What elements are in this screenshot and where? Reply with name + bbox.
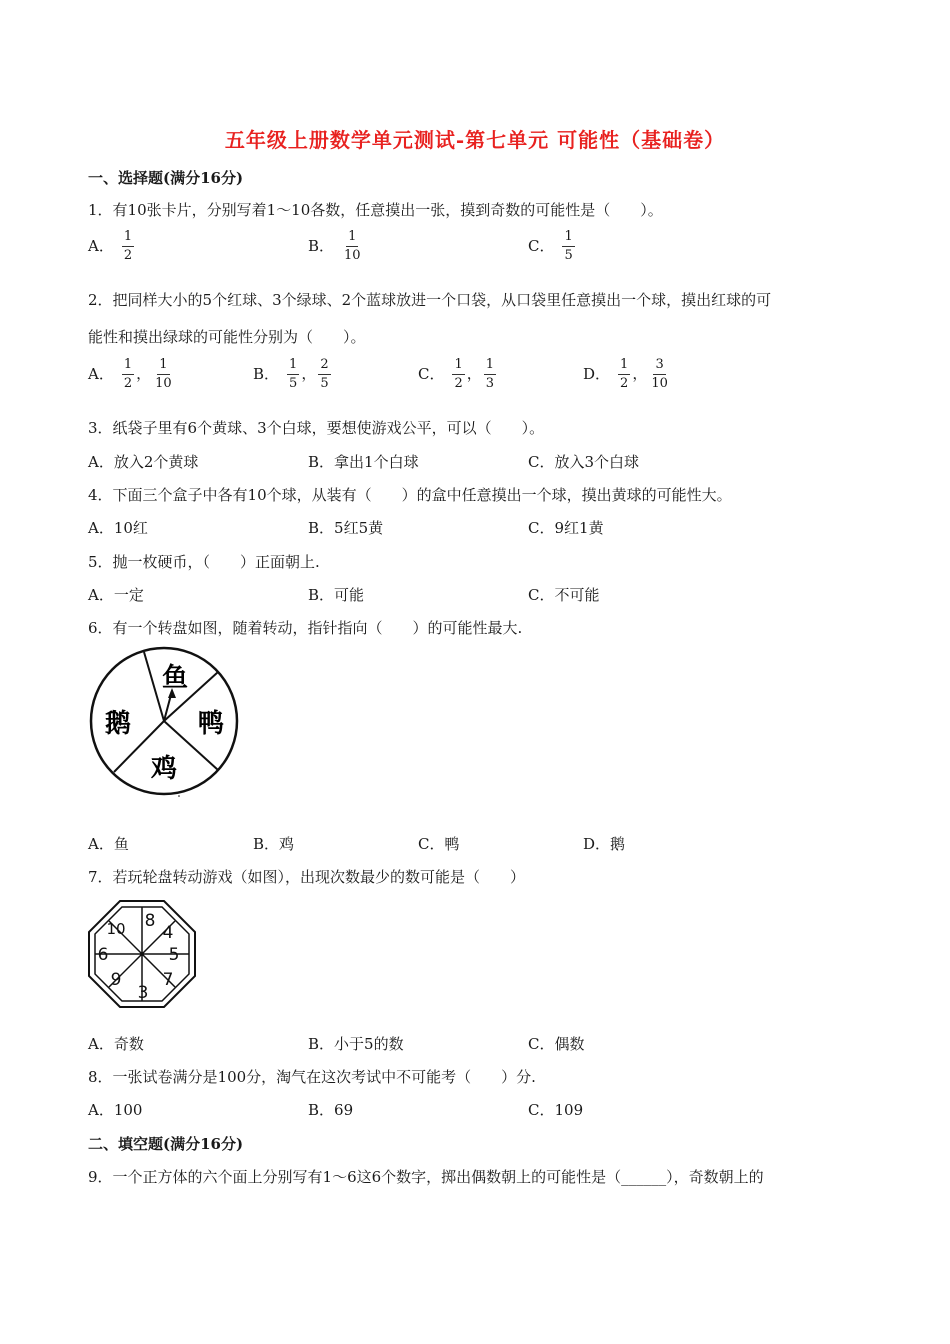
- wheel-label-duck: 鸭: [197, 709, 225, 739]
- section-heading-fill-in: 二、填空题(满分16分): [88, 1135, 244, 1153]
- question-1: 1．有10张卡片，分别写着1～10各数，任意摸出一张，摸到奇数的可能性是（ ）。: [88, 201, 663, 219]
- wheel-label-chicken: 鸡: [150, 754, 178, 784]
- q1-option-b[interactable]: B． $\frac{1}{10}$: [308, 229, 361, 263]
- question-5: 5．抛一枚硬币，（ ）正面朝上.: [88, 553, 320, 571]
- fraction: $\frac{1}{2}$: [123, 229, 133, 263]
- wheel-label-fish: 鱼: [161, 663, 189, 693]
- octagon-label: 4: [162, 923, 174, 943]
- q4-option-b[interactable]: B．5红5黄: [308, 519, 384, 537]
- octagon-wheel-figure: [86, 898, 198, 1010]
- q4-option-a[interactable]: A．10红: [88, 519, 148, 537]
- q1-option-c[interactable]: C． $\frac{1}{5}$: [528, 229, 573, 263]
- octagon-label: 6: [97, 945, 109, 965]
- q3-option-c[interactable]: C．放入3个白球: [528, 453, 640, 471]
- wheel-label-goose: 鹅: [104, 709, 132, 739]
- question-7: 7．若玩轮盘转动游戏（如图），出现次数最少的数可能是（ ）: [88, 868, 526, 886]
- octagon-label: 8: [144, 911, 156, 931]
- q5-option-a[interactable]: A．一定: [88, 586, 144, 604]
- question-3: 3．纸袋子里有6个黄球、3个白球，要想使游戏公平，可以（ ）。: [88, 419, 545, 437]
- spinner-wheel-figure: [86, 646, 246, 798]
- q5-option-c[interactable]: C．不可能: [528, 586, 600, 604]
- q6-option-b[interactable]: B．鸡: [253, 835, 295, 853]
- section-heading-choice: 一、选择题(满分16分): [88, 169, 244, 187]
- octagon-label: 9: [110, 970, 122, 990]
- octagon-label: 3: [137, 983, 149, 1003]
- question-4: 4．下面三个盒子中各有10个球，从装有（ ）的盒中任意摸出一个球，摸出黄球的可能性大。: [88, 486, 732, 504]
- octagon-label: 5: [168, 945, 180, 965]
- fraction: $\frac{1}{10}$: [344, 229, 361, 263]
- question-2-line-2: 能性和摸出绿球的可能性分别为（ ）。: [88, 328, 366, 346]
- octagon-label: 7: [162, 970, 174, 990]
- q7-option-a[interactable]: A．奇数: [88, 1035, 144, 1053]
- q3-option-a[interactable]: A．放入2个黄球: [88, 453, 199, 471]
- q4-option-c[interactable]: C．9红1黄: [528, 519, 604, 537]
- question-6: 6．有一个转盘如图，随着转动，指针指向（ ）的可能性最大.: [88, 619, 523, 637]
- q2-option-a[interactable]: A． $\frac{1}{2}$ ， $\frac{1}{10}$: [88, 357, 172, 391]
- q6-option-d[interactable]: D．鹅: [583, 835, 626, 853]
- page-title: 五年级上册数学单元测试-第七单元 可能性（基础卷）: [224, 128, 726, 152]
- q2-option-b[interactable]: B． $\frac{1}{5}$ ， $\frac{2}{5}$: [253, 357, 329, 391]
- q6-option-a[interactable]: A．鱼: [88, 835, 129, 853]
- q8-option-b[interactable]: B．69: [308, 1101, 354, 1119]
- q7-option-b[interactable]: B．小于5的数: [308, 1035, 404, 1053]
- q5-option-b[interactable]: B．可能: [308, 586, 365, 604]
- fraction: $\frac{1}{5}$: [564, 229, 573, 263]
- question-2-line-1: 2．把同样大小的5个红球、3个绿球、2个蓝球放进一个口袋，从口袋里任意摸出一个球，摸出红球的可: [88, 291, 772, 309]
- octagon-label: 10: [106, 920, 126, 938]
- q2-option-c[interactable]: C． $\frac{1}{2}$ ， $\frac{1}{3}$: [418, 357, 495, 391]
- q1-option-a[interactable]: A． $\frac{1}{2}$: [88, 229, 133, 263]
- question-9: 9．一个正方体的六个面上分别写有1～6这6个数字，掷出偶数朝上的可能性是（______），奇数朝上的: [88, 1168, 764, 1186]
- question-8: 8．一张试卷满分是100分，淘气在这次考试中不可能考（ ）分.: [88, 1068, 536, 1086]
- q2-option-d[interactable]: D． $\frac{1}{2}$ ， $\frac{3}{10}$: [583, 357, 668, 391]
- q8-option-a[interactable]: A．100: [88, 1101, 143, 1119]
- q3-option-b[interactable]: B．拿出1个白球: [308, 453, 419, 471]
- q8-option-c[interactable]: C．109: [528, 1101, 584, 1119]
- q7-option-c[interactable]: C．偶数: [528, 1035, 585, 1053]
- q6-option-c[interactable]: C．鸭: [418, 835, 460, 853]
